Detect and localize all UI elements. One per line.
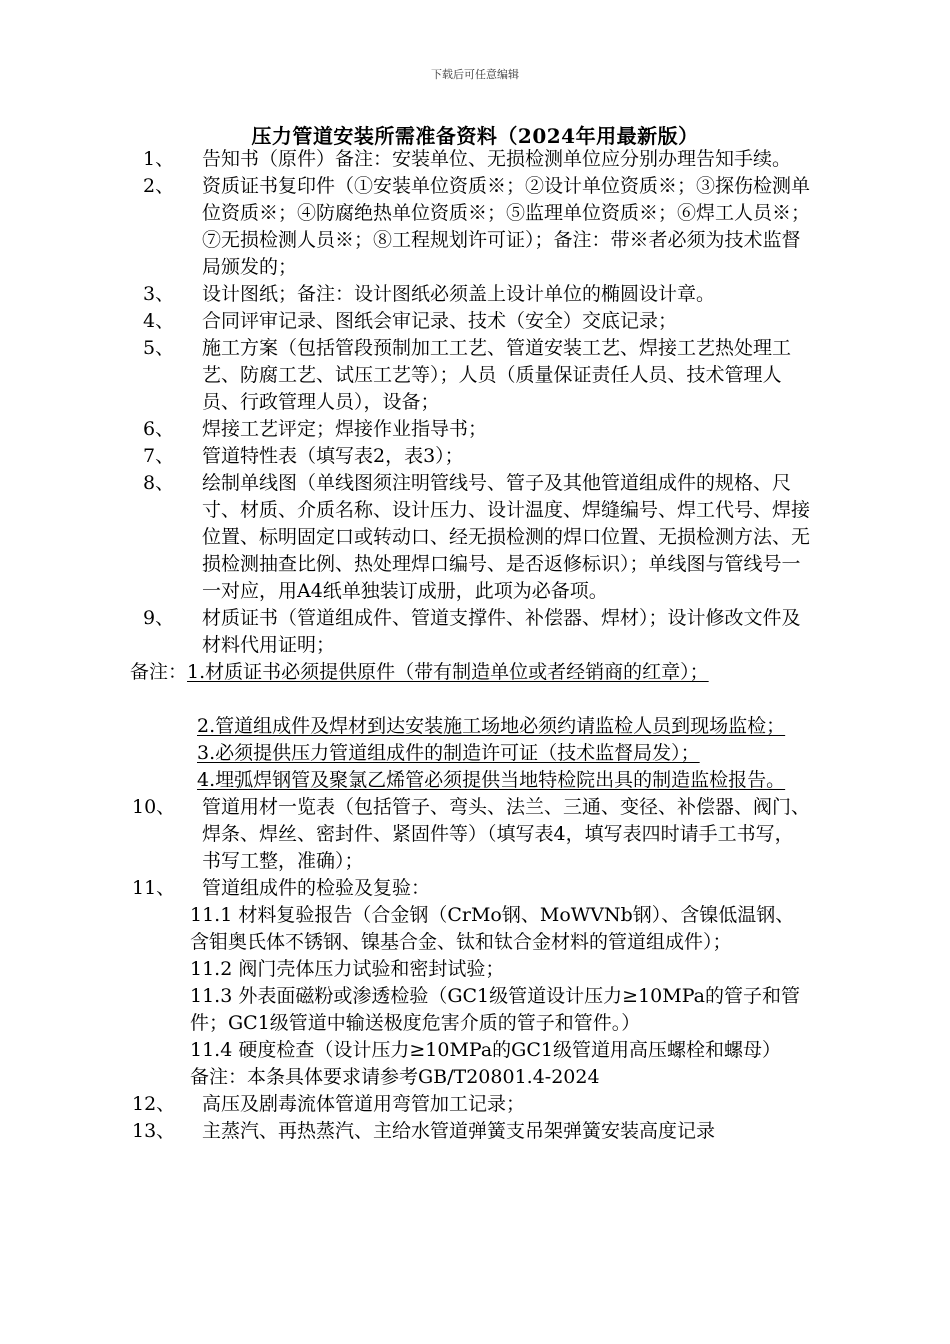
sub-item: 11.2 阀门壳体压力试验和密封试验； [190, 958, 505, 980]
item-text: 资质证书复印件（①安装单位资质※；②设计单位资质※；③探伤检测单位资质※；④防腐绝热单位资质※；⑤监理单位资质※；⑥焊工人员※；⑦无损检测人员※；⑧工程规划许可证）；备注：带※者必须为技术监督局颁发的； [202, 175, 811, 278]
item-text: 绘制单线图（单线图须注明管线号、管子及其他管道组成件的规格、尺寸、材质、介质名称、设计压力、设计温度、焊缝编号、焊工代号、焊接位置、标明固定口或转动口、经无损检测的焊口位置、无损检测方法、无损检测抽查比例、热处理焊口编号、是否返修标识）；单线图与管线号一一对应，用A4纸单独装订成册，此项为必备项。 [202, 472, 811, 602]
list-item [130, 308, 810, 335]
note-3: 3.必须提供压力管道组成件的制造许可证（技术监督局发）； [197, 742, 700, 764]
list-item [130, 443, 810, 470]
item-number: 7、 [143, 445, 175, 467]
note-4: 4.埋弧焊钢管及聚氯乙烯管必须提供当地特检院出具的制造监检报告。 [197, 769, 786, 791]
item-text: 管道用材一览表（包括管子、弯头、法兰、三通、变径、补偿器、阀门、焊条、焊丝、密封件、紧固件等）（填写表4，填写表四时请手工书写，书写工整，准确）； [202, 796, 811, 872]
note-label: 备注： [130, 661, 188, 683]
item-text: 告知书（原件）备注：安装单位、无损检测单位应分别办理告知手续。 [202, 148, 792, 170]
item-text: 材质证书（管道组成件、管道支撑件、补偿器、焊材）；设计修改文件及材料代用证明； [202, 607, 801, 656]
item-number: 11、 [132, 877, 176, 899]
note-1 [130, 659, 810, 686]
item-text: 高压及剧毒流体管道用弯管加工记录； [202, 1093, 526, 1115]
sub-item: 11.4 硬度检查（设计压力≥10MPa的GC1级管道用高压螺栓和螺母） [190, 1039, 781, 1061]
list-item [130, 416, 810, 443]
note-2: 2.管道组成件及焊材到达安装施工场地必须约请监检人员到现场监检； [197, 715, 786, 737]
item-number: 13、 [132, 1120, 176, 1142]
item-text: 施工方案（包括管段预制加工工艺、管道安装工艺、焊接工艺热处理工艺、防腐工艺、试压工艺等）；人员（质量保证责任人员、技术管理人员、行政管理人员），设备； [202, 337, 792, 413]
list-item [130, 173, 810, 281]
item-number: 6、 [143, 418, 175, 440]
item-number: 9、 [143, 607, 175, 629]
item-number: 10、 [132, 796, 176, 818]
list-item [130, 470, 810, 605]
list-item [130, 1118, 810, 1145]
spacer [130, 686, 810, 713]
item-text: 主蒸汽、再热蒸汽、主给水管道弹簧支吊架弹簧安装高度记录 [202, 1120, 716, 1142]
item-number: 1、 [143, 148, 175, 170]
item-text: 设计图纸；备注：设计图纸必须盖上设计单位的椭圆设计章。 [202, 283, 716, 305]
item-number: 3、 [143, 283, 175, 305]
item-number: 12、 [132, 1093, 176, 1115]
page-header: 下载后可任意编辑 [431, 68, 519, 81]
item-number: 5、 [143, 337, 175, 359]
item-number: 2、 [143, 175, 175, 197]
item-text: 管道组成件的检验及复验： [202, 877, 431, 899]
list-item [130, 281, 810, 308]
list-item [130, 146, 810, 173]
document-body [130, 146, 810, 1145]
item-text: 管道特性表（填写表2，表3）； [202, 445, 464, 467]
item-number: 8、 [143, 472, 175, 494]
document-title: 压力管道安装所需准备资料（2024年用最新版） [251, 124, 699, 148]
item-text: 焊接工艺评定；焊接作业指导书； [202, 418, 488, 440]
list-item [130, 875, 810, 902]
item-text: 合同评审记录、图纸会审记录、技术（安全）交底记录； [202, 310, 678, 332]
list-item [130, 335, 810, 416]
list-item [130, 605, 810, 659]
sub-note: 备注：本条具体要求请参考GB/T20801.4-2024 [190, 1066, 600, 1088]
list-item [130, 1091, 810, 1118]
note-text: 1.材质证书必须提供原件（带有制造单位或者经销商的红章）； [187, 661, 709, 683]
list-item [130, 794, 810, 875]
sub-item: 11.3 外表面磁粉或渗透检验（GC1级管道设计压力≥10MPa的管子和管件；GC1级管道中输送极度危害介质的管子和管件。） [190, 985, 800, 1034]
item-number: 4、 [143, 310, 175, 332]
sub-item: 11.1 材料复验报告（合金钢（CrMo钢、MoWVNb钢）、含镍低温钢、含钼奥氏体不锈钢、镍基合金、钛和钛合金材料的管道组成件）； [190, 904, 795, 953]
